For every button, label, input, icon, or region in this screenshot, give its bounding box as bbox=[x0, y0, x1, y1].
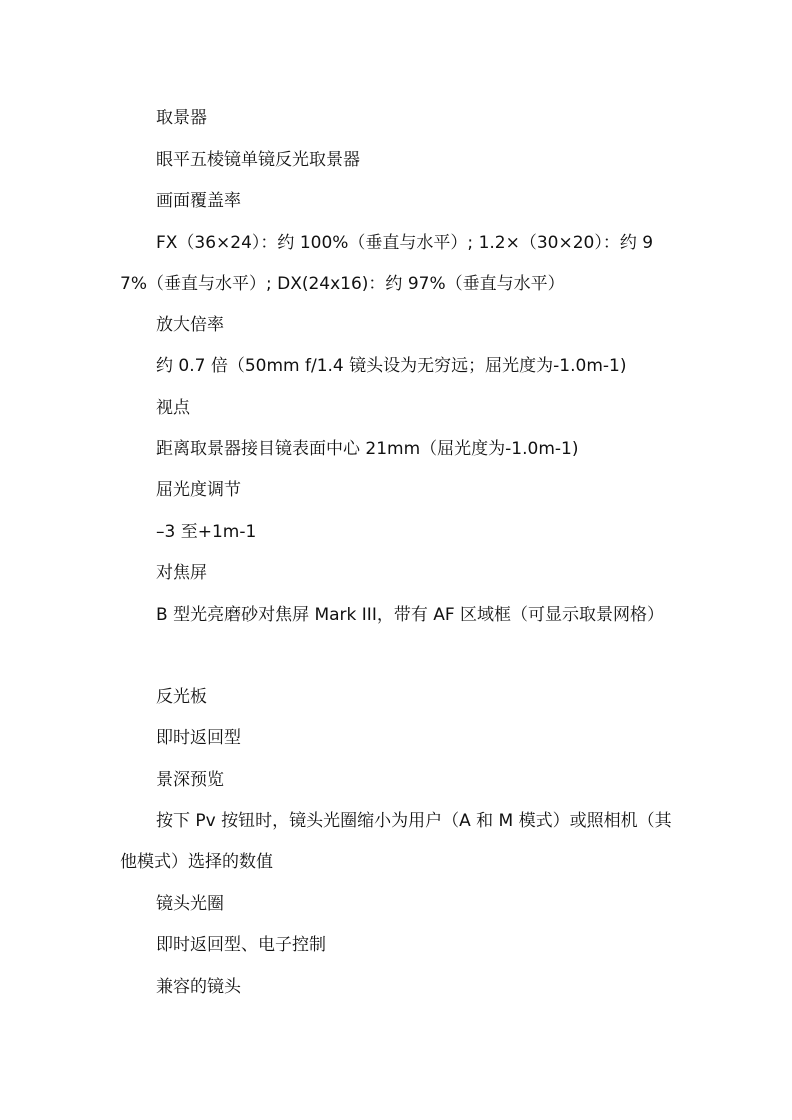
text-reflex-mirror: 即时返回型 bbox=[156, 728, 241, 748]
heading-reflex-mirror: 反光板 bbox=[156, 687, 207, 707]
heading-magnification: 放大倍率 bbox=[156, 315, 224, 335]
heading-compatible-lenses: 兼容的镜头 bbox=[156, 977, 241, 997]
text-magnification: 约 0.7 倍（50mm f/1.4 镜头设为无穷远；屈光度为-1.0m-1) bbox=[156, 356, 627, 376]
text-viewfinder-type: 眼平五棱镜单镜反光取景器 bbox=[156, 150, 360, 170]
text-depth-of-field-preview: 按下 Pv 按钮时，镜头光圈缩小为用户（A 和 M 模式）或照相机（其他模式）选择的数值 bbox=[120, 811, 672, 872]
heading-focusing-screen: 对焦屏 bbox=[156, 563, 207, 583]
text-focusing-screen: B 型光亮磨砂对焦屏 Mark III，带有 AF 区域框（可显示取景网格） bbox=[156, 605, 665, 625]
heading-eyepoint: 视点 bbox=[156, 398, 190, 418]
text-diopter-adjustment: –3 至+1m-1 bbox=[156, 522, 257, 542]
heading-diopter-adjustment: 屈光度调节 bbox=[156, 480, 241, 500]
heading-frame-coverage: 画面覆盖率 bbox=[156, 191, 241, 211]
heading-lens-aperture: 镜头光圈 bbox=[156, 894, 224, 914]
text-frame-coverage: FX（36×24）：约 100%（垂直与水平）; 1.2×（30×20）：约 97%（垂直与水平）; DX(24x16)：约 97%（垂直与水平） bbox=[120, 233, 654, 294]
heading-viewfinder: 取景器 bbox=[156, 108, 207, 128]
text-eyepoint: 距离取景器接目镜表面中心 21mm（屈光度为-1.0m-1) bbox=[156, 439, 579, 459]
heading-depth-of-field-preview: 景深预览 bbox=[156, 770, 224, 790]
text-lens-aperture: 即时返回型、电子控制 bbox=[156, 935, 326, 955]
